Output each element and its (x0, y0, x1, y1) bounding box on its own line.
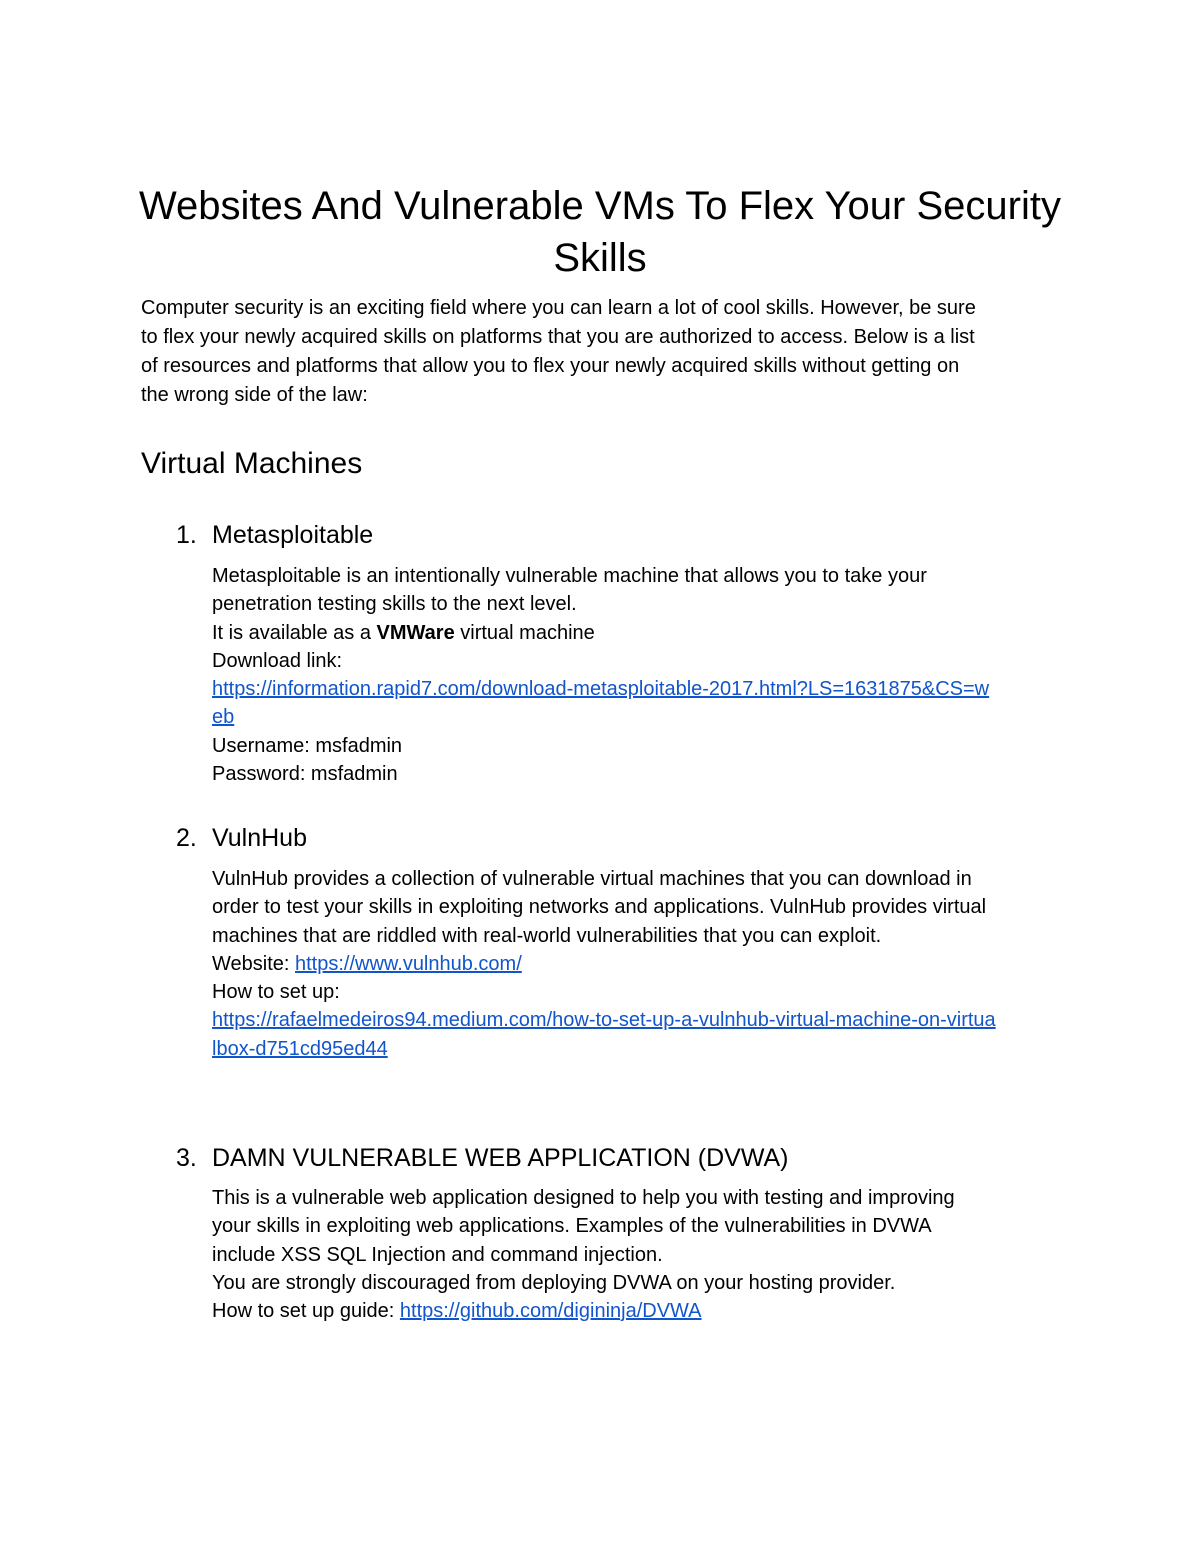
intro-line: Computer security is an exciting field where you can learn a lot of cool skills. However, be sure (141, 297, 976, 319)
link-text[interactable]: eb (212, 706, 235, 729)
item-2-desc: machines that are riddled with real-world vulnerabilities that you can exploit. (212, 924, 882, 947)
item-3-desc: your skills in exploiting web applications. Examples of the vulnerabilities in DVWA (212, 1215, 932, 1238)
intro-line: of resources and platforms that allow you to flex your newly acquired skills without getting on (141, 355, 960, 377)
vulnhub-website-link[interactable]: https://www.vulnhub.com/ (295, 952, 522, 975)
metasploitable-download-link-continued[interactable] (212, 703, 1072, 731)
item-2-desc: VulnHub provides a collection of vulnerable virtual machines that you can download in (212, 868, 972, 890)
availability-platform: VMWare (376, 621, 455, 644)
guide-label: How to set up guide: (212, 1300, 400, 1323)
intro-line: the wrong side of the law: (141, 384, 368, 406)
item-1-desc: penetration testing skills to the next level. (212, 593, 577, 616)
link-text[interactable]: https://information.rapid7.com/download-metasploitable-2017.html?LS=1631875&CS=w (212, 678, 990, 701)
item-2-body (212, 865, 1072, 1063)
item-3-heading: DAMN VULNERABLE WEB APPLICATION (DVWA) (212, 1144, 789, 1172)
item-3-number: 3. (176, 1144, 197, 1172)
item-2-number: 2. (176, 824, 197, 852)
website-label: Website: (212, 952, 295, 975)
title-line-2: Skills (553, 236, 647, 280)
item-1-password: Password: msfadmin (212, 763, 398, 786)
item-1-availability (212, 619, 1072, 647)
item-1-username: Username: msfadmin (212, 734, 403, 757)
item-1-download-label: Download link: (212, 649, 343, 672)
dvwa-guide-link[interactable]: https://github.com/digininja/DVWA (399, 1300, 702, 1323)
item-2-website (212, 950, 1072, 978)
intro-paragraph (141, 294, 1061, 410)
metasploitable-download-link[interactable] (212, 675, 1072, 703)
item-1-desc: Metasploitable is an intentionally vulnerable machine that allows you to take your (212, 565, 927, 587)
item-2-desc: order to test your skills in exploiting networks and applications. VulnHub provides virtual (212, 896, 987, 919)
item-1-number: 1. (176, 521, 197, 549)
item-3-body (212, 1184, 1072, 1325)
section-heading: Virtual Machines (141, 447, 363, 480)
item-3-desc: This is a vulnerable web application designed to help you with testing and improving (212, 1187, 955, 1209)
item-2-heading: VulnHub (212, 824, 307, 852)
item-1-body (212, 562, 1072, 788)
item-3-warning: You are strongly discouraged from deploying DVWA on your hosting provider. (212, 1271, 896, 1294)
item-1-heading: Metasploitable (212, 521, 374, 549)
page-title (100, 180, 1100, 284)
title-line-1: Websites And Vulnerable VMs To Flex Your Security (139, 184, 1061, 228)
intro-line: to flex your newly acquired skills on platforms that you are authorized to access. Below is a list (141, 326, 975, 348)
vulnhub-setup-link[interactable] (212, 1006, 1072, 1034)
availability-suffix: virtual machine (454, 621, 595, 644)
link-text[interactable]: https://rafaelmedeiros94.medium.com/how-to-set-up-a-vulnhub-virtual-machine-on-virtua (212, 1009, 996, 1032)
link-text[interactable]: lbox-d751cd95ed44 (212, 1037, 388, 1060)
availability-prefix: It is available as a (212, 621, 377, 644)
item-3-desc: include XSS SQL Injection and command injection. (212, 1243, 663, 1266)
item-3-guide (212, 1297, 1072, 1325)
item-2-setup-label: How to set up: (212, 981, 340, 1004)
vulnhub-setup-link-continued[interactable] (212, 1035, 1072, 1063)
